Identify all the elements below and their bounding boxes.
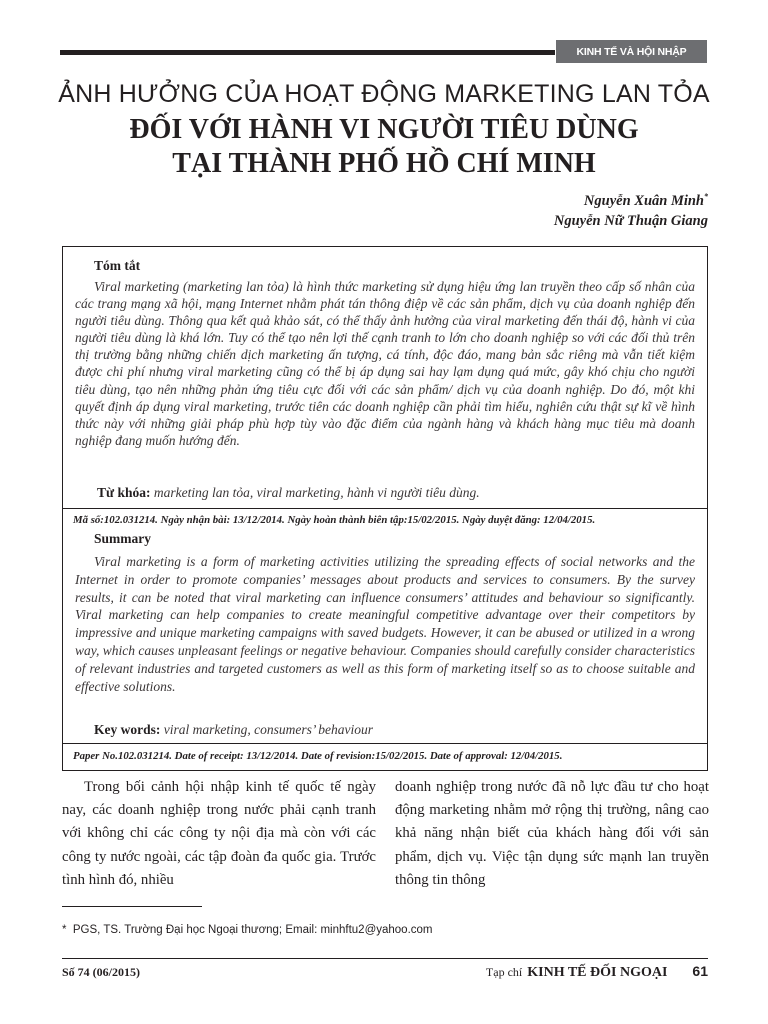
title-line-2: ĐỐI VỚI HÀNH VI NGƯỜI TIÊU DÙNG — [129, 114, 639, 145]
footnote-mark: * — [62, 924, 67, 936]
abstract-en-rule — [63, 743, 707, 744]
footer-journal-name: KINH TẾ ĐỐI NGOẠI — [527, 965, 668, 980]
title-line-3: TẠI THÀNH PHỐ HỒ CHÍ MINH — [172, 148, 596, 179]
keywords-en-value: viral marketing, consumers’ behaviour — [163, 722, 373, 737]
author-1-name: Nguyễn Xuân Minh — [583, 192, 704, 209]
footer-journal-prefix: Tạp chí — [485, 965, 523, 979]
footer-journal — [486, 963, 708, 981]
section-tag: KINH TẾ VÀ HỘI NHẬP — [556, 40, 707, 63]
title-line-1: ẢNH HƯỞNG CỦA HOẠT ĐỘNG MARKETING LAN TỎA — [58, 80, 710, 108]
abstract-en-keywords — [94, 722, 373, 738]
abstract-en-meta: Paper No.102.031214. Date of receipt: 13/12/2014. Date of revision:15/02/2015. Date of approval: 12/04/2015. — [73, 750, 563, 762]
footnote-text: PGS, TS. Trường Đại học Ngoại thương; Email: minhftu2@yahoo.com — [72, 924, 433, 936]
author-1 — [584, 192, 708, 210]
abstract-box — [62, 246, 708, 771]
keywords-en-label: Key words: — [94, 722, 161, 737]
footnote-rule — [62, 906, 202, 907]
abstract-vi-heading: Tóm tắt — [94, 258, 141, 273]
author-1-mark: * — [704, 192, 708, 201]
author-2: Nguyễn Nữ Thuận Giang — [553, 213, 708, 229]
abstract-vi-keywords — [97, 485, 480, 501]
abstract-vi-rule — [63, 508, 707, 509]
footnote — [62, 924, 433, 936]
abstract-vi-meta: Mã số:102.031214. Ngày nhận bài: 13/12/2014. Ngày hoàn thành biên tập:15/02/2015. Ngày duyệt đăng: 12/04/2015. — [73, 514, 596, 526]
abstract-en-heading: Summary — [94, 531, 151, 546]
abstract-en-text: Viral marketing is a form of marketing activities utilizing the spreading effects of social networks and the Internet in order to promote companies’ messages about products and services to consumers. By the survey results, it can be noted that viral marketing can influence consumers’ attitudes and behaviour so significantly. Viral marketing can help companies to create meaningful competitive advantage over their competitors by impressive and unique marketing campaigns with saved budgets. However, it can be abused or utilized in a wrong way, which causes unpleasant feelings or negative behaviour. Companies should carefully consider characteristics of relevant industries and targeted customers as well as this form of marketing itself so as to choose suitable and effective solutions. — [75, 554, 695, 694]
body-column-right: doanh nghiệp trong nước đã nỗ lực đầu tư cho hoạt động marketing nhằm mở rộng thị trường, nâng cao khả năng nhận biết của khách hàng đối với sản phẩm, dịch vụ. Việc tận dụng sức mạnh lan truyền thông tin thông — [395, 779, 709, 888]
footer-rule — [62, 958, 708, 959]
body-column-left: Trong bối cảnh hội nhập kinh tế quốc tế ngày nay, các doanh nghiệp trong nước phải cạnh tranh với không chỉ các công ty nội địa mà còn với các công ty nước ngoài, các tập đoàn đa quốc gia. Trước tình hình đó, nhiều — [62, 779, 376, 888]
header-rule — [60, 50, 555, 55]
abstract-vi-text: Viral marketing (marketing lan tỏa) là hình thức marketing sử dụng hiệu ứng lan truyền theo cấp số nhân của các trang mạng xã hội, mạng Internet nhằm phát tán thông điệp về các sản phẩm, dịch vụ của doanh nghiệp đến người tiêu dùng. Thông qua kết quả khảo sát, có thể thấy ảnh hưởng của viral marketing đến thái độ, hành vi của người tiêu dùng là khá lớn. Tuy có thể tạo nên lợi thế cạnh tranh to lớn cho doanh nghiệp so với các đối thủ trên thị trường bằng những chiến dịch marketing ấn tượng, cá tính, độc đáo, mang bản sắc riêng mà vẫn tiết kiệm được chi phí nhưng viral marketing cũng có thể bị áp dụng sai hay lạm dụng quá mức, gây khó chịu cho người tiêu dùng, tạo nên những phản ứng tiêu cực đối với các sản phẩm/ dịch vụ của doanh nghiệp. Do đó, một khi quyết định áp dụng viral marketing, trước tiên các doanh nghiệp cần phải tìm hiểu, nghiên cứu thật sự kĩ về hình thức này với những giải pháp phù hợp tùy vào đặc điểm của ngành hàng và khách hàng mục tiêu mà doanh nghiệp đang muốn hướng đến. — [75, 279, 695, 448]
footer-issue: Số 74 (06/2015) — [62, 965, 140, 979]
keywords-vi-value: marketing lan tỏa, viral marketing, hành vi người tiêu dùng. — [153, 485, 480, 500]
keywords-vi-label: Từ khóa: — [97, 485, 151, 500]
page-number: 61 — [692, 963, 708, 979]
